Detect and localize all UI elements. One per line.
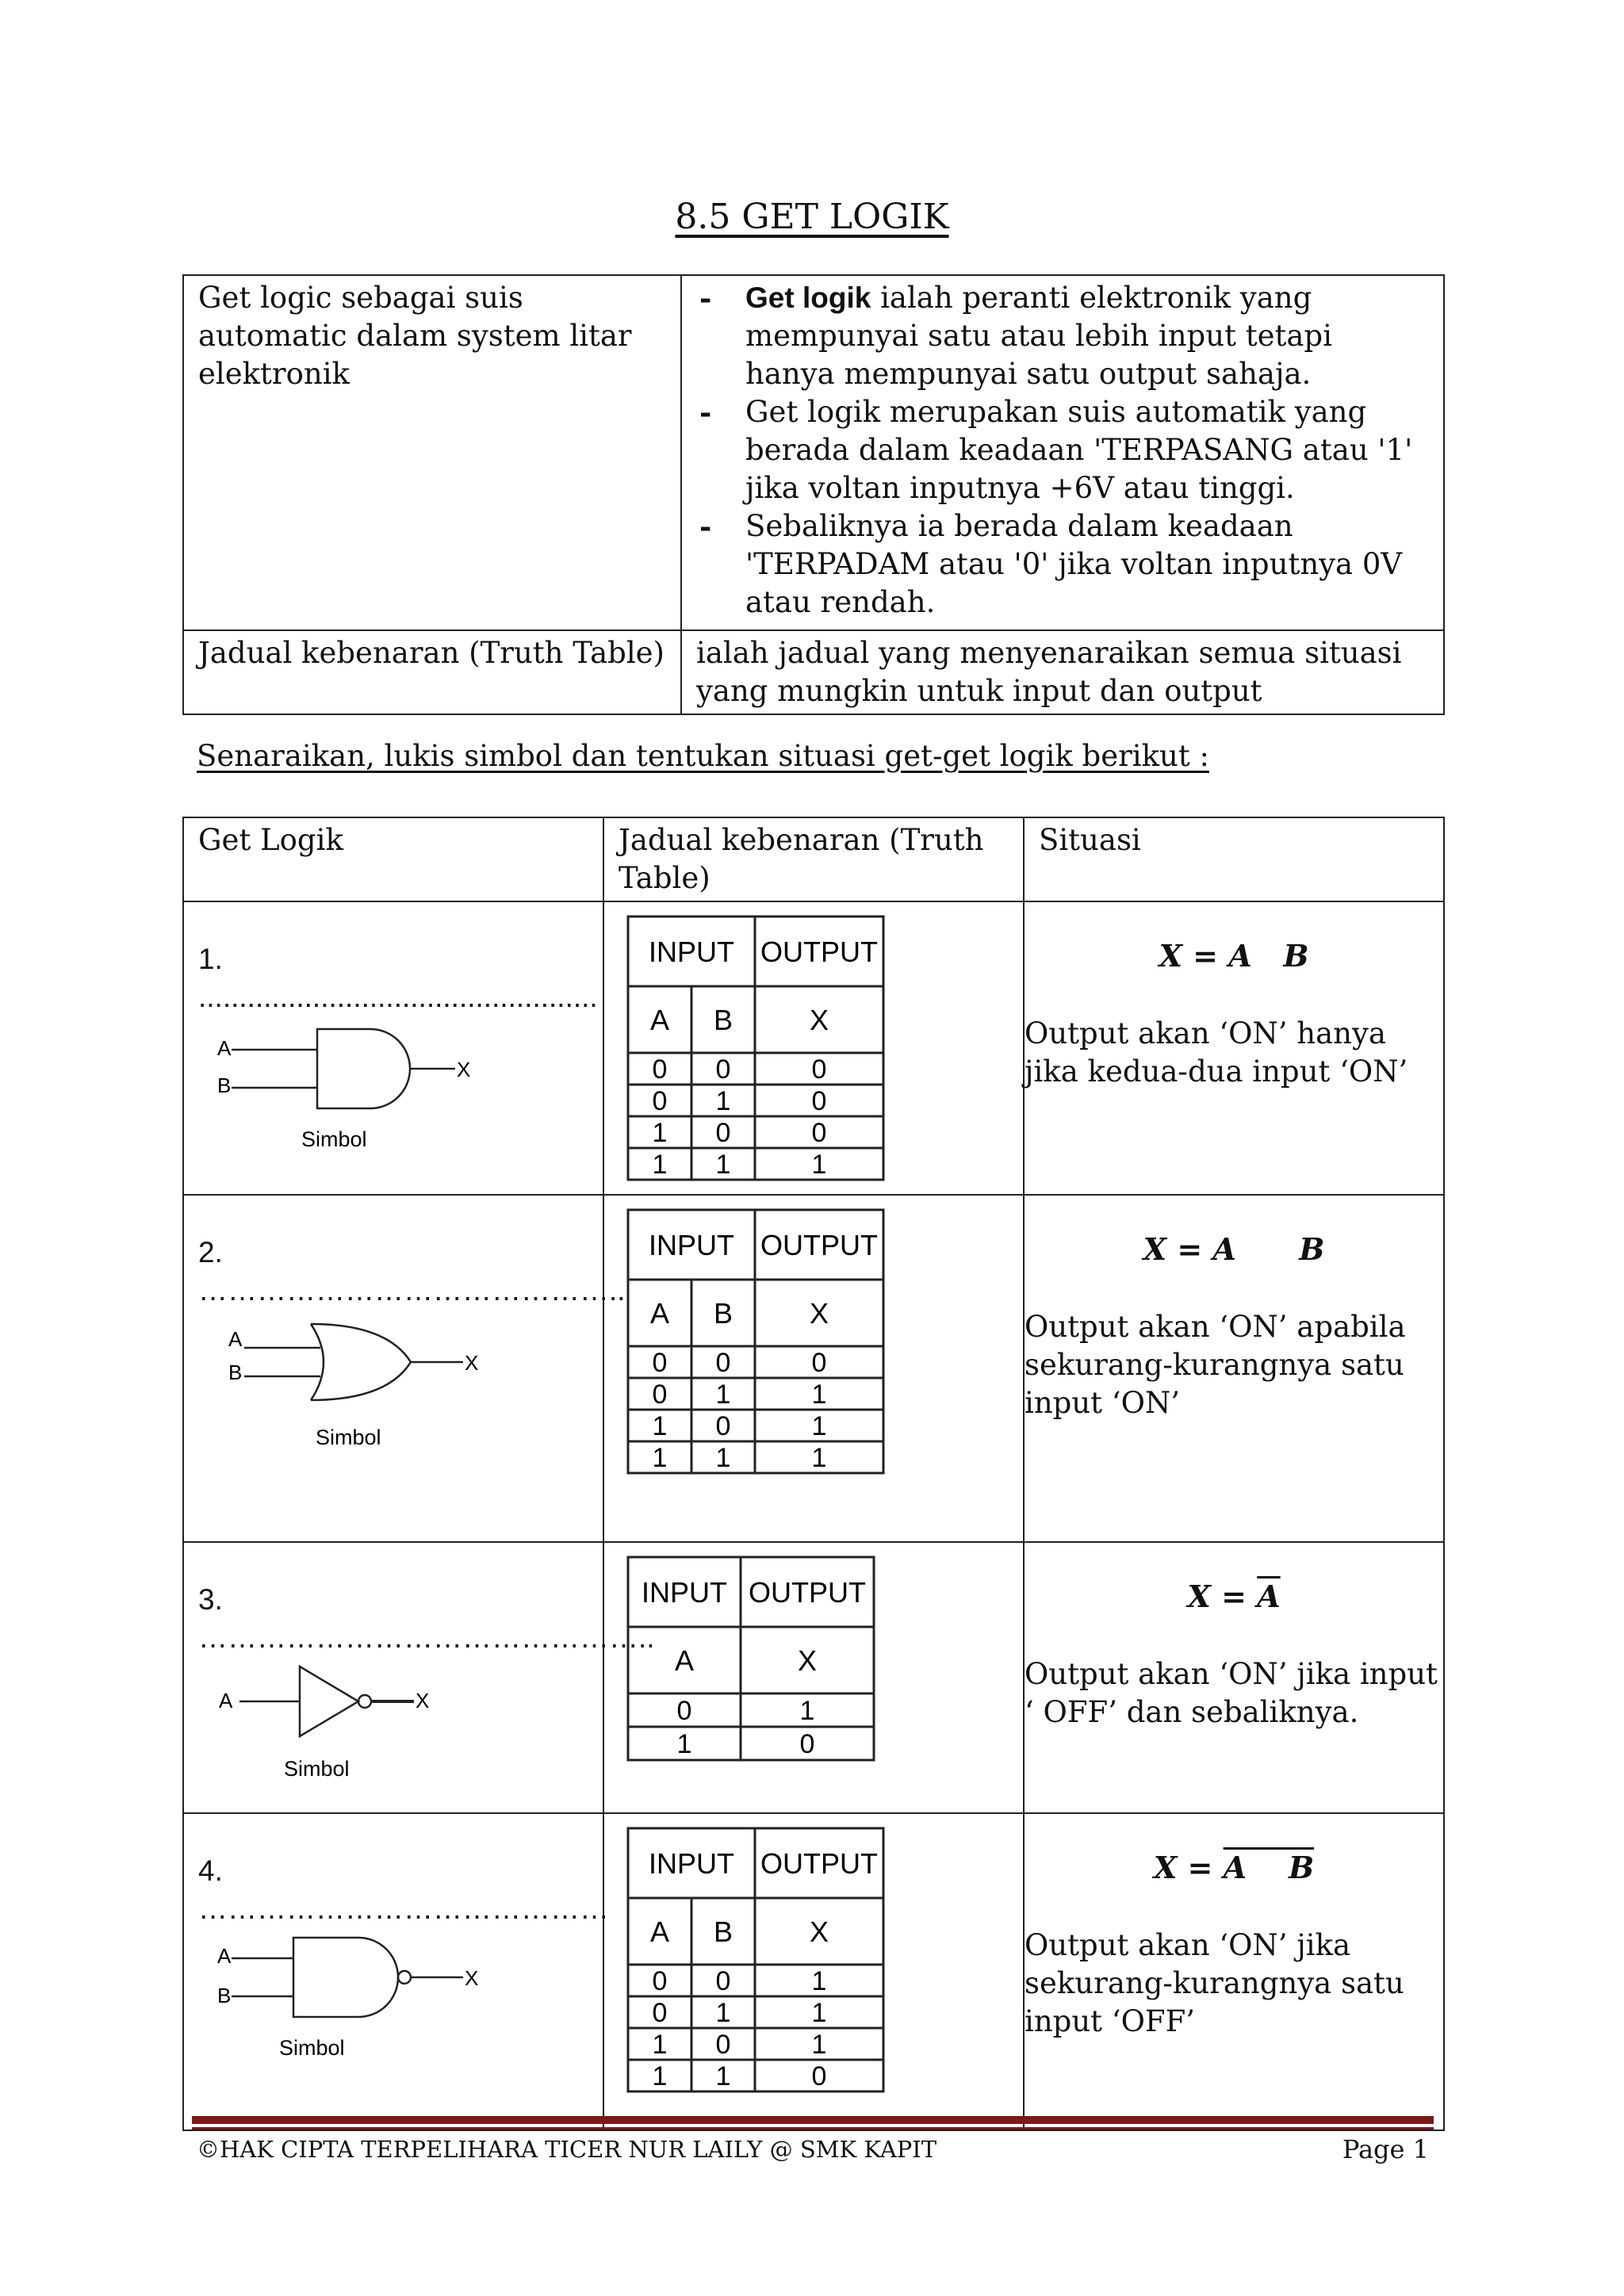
footer-page-number: Page 1 xyxy=(1342,2134,1429,2164)
output-x-label: X xyxy=(465,1351,479,1375)
truth-table-value: 0 xyxy=(652,1348,668,1378)
truth-table-value: 0 xyxy=(715,2030,731,2060)
truth-table-value: 0 xyxy=(799,1729,815,1759)
gate-row-and xyxy=(183,901,1444,1195)
header-input: INPUT xyxy=(649,1229,734,1261)
situation-text: Output akan ‘ON’ jika input ‘ OFF’ dan sebaliknya. xyxy=(1025,1657,1438,1729)
or-gate-shape xyxy=(311,1324,411,1400)
header-b: B xyxy=(713,1004,733,1036)
input-b-label: B xyxy=(217,1984,232,2007)
header-a: A xyxy=(649,1915,670,1948)
truth-table-value: 1 xyxy=(811,1150,827,1180)
truth-table-value: 1 xyxy=(811,1443,827,1473)
truth-table-value: 0 xyxy=(715,1054,731,1085)
truth-table-nand xyxy=(604,1814,1025,2120)
input-a-label: A xyxy=(228,1327,243,1351)
truth-table-value: 1 xyxy=(715,2061,731,2091)
truth-table-value: 0 xyxy=(652,1966,668,1996)
truth-table-value: 0 xyxy=(715,1411,731,1441)
header-input: INPUT xyxy=(649,936,734,968)
gate-cell xyxy=(183,1542,655,1813)
output-x-label: X xyxy=(416,1689,430,1712)
truth-table-value: 1 xyxy=(811,2030,827,2060)
truth-table-value: 1 xyxy=(652,1443,668,1473)
header-get-logik: Get Logik xyxy=(183,817,603,901)
header-output: OUTPUT xyxy=(760,1229,878,1261)
not-gate-symbol xyxy=(200,1660,517,1803)
definition-bullet-3: - Sebaliknya ia berada dalam keadaan 'TERPADAM atau '0' jika voltan inputnya 0V atau rendah. xyxy=(696,507,1429,622)
gate-row-or xyxy=(183,1195,1444,1542)
gate-row-nand xyxy=(183,1813,1444,2130)
output-x-label: X xyxy=(465,1966,479,1990)
definitions-table xyxy=(182,274,1445,715)
truth-table-value: 0 xyxy=(715,1966,731,1996)
truth-table-value: 0 xyxy=(811,1086,827,1116)
definition-bullet-2: - Get logik merupakan suis automatik yang berada dalam keadaan 'TERPASANG atau '1' jika voltan inputnya +6V atau tinggi. xyxy=(696,393,1429,507)
header-situasi: Situasi xyxy=(1024,817,1444,901)
truth-table-value: 1 xyxy=(715,1380,731,1410)
definition-get-logic xyxy=(681,275,1444,630)
header-output: OUTPUT xyxy=(760,1847,878,1880)
nand-gate-shape xyxy=(293,1938,398,2017)
boolean-expression: $X = \overline{A}$ xyxy=(1187,1578,1281,1614)
input-b-label: B xyxy=(228,1360,243,1384)
header-x: X xyxy=(797,1644,818,1677)
truth-table-value: 1 xyxy=(715,1998,731,2028)
truth-table-value: 1 xyxy=(811,1998,827,2028)
gate-cell xyxy=(183,901,603,1195)
truth-table-value: 0 xyxy=(715,1348,731,1378)
situation-cell xyxy=(1024,1813,1444,2130)
truth-table-value: 0 xyxy=(652,1086,668,1116)
truth-table-value: 1 xyxy=(652,1118,668,1148)
input-a-label: A xyxy=(217,1944,232,1968)
logic-gates-table xyxy=(182,817,1445,2131)
input-b-label: B xyxy=(217,1073,232,1097)
header-x: X xyxy=(809,1004,829,1036)
header-b: B xyxy=(713,1297,733,1330)
header-x: X xyxy=(809,1915,829,1948)
gate-label: 3. ……………………………………….. xyxy=(198,1583,655,1654)
boolean-expression: X = A B xyxy=(1159,938,1309,974)
header-x: X xyxy=(809,1297,829,1330)
situation-cell xyxy=(1024,1195,1444,1542)
truth-table-or xyxy=(604,1196,1025,1532)
situation-cell xyxy=(1024,1542,1444,1813)
or-gate-symbol xyxy=(200,1313,517,1456)
boolean-expression: X = A B xyxy=(1143,1231,1325,1267)
header-a: A xyxy=(674,1644,695,1677)
situation-cell xyxy=(1024,901,1444,1195)
gate-label: 4. …………………………………… xyxy=(198,1854,609,1925)
header-output: OUTPUT xyxy=(749,1576,866,1609)
definition-bullet-1: - Get logik ialah peranti elektronik yang mempunyai satu atau lebih input tetapi hanya mempunyai satu output sahaja. xyxy=(696,279,1429,393)
and-gate-shape xyxy=(317,1029,410,1108)
truth-table-cell xyxy=(603,1195,1024,1542)
simbol-label: Simbol xyxy=(284,1757,350,1781)
input-a-label: A xyxy=(217,1036,232,1060)
header-output: OUTPUT xyxy=(760,936,878,968)
instruction-text: Senaraikan, lukis simbol dan tentukan situasi get-get logik berikut : xyxy=(197,739,1209,773)
truth-table-value: 1 xyxy=(652,2061,668,2091)
truth-table-not xyxy=(604,1543,1025,1803)
simbol-label: Simbol xyxy=(301,1127,367,1151)
simbol-label: Simbol xyxy=(316,1425,381,1449)
gate-label: 2. …………………………………….. xyxy=(198,1236,626,1307)
truth-table-and xyxy=(604,902,1025,1184)
gate-cell xyxy=(183,1195,626,1542)
truth-table-cell xyxy=(603,1542,1024,1813)
truth-table-value: 1 xyxy=(715,1443,731,1473)
gate-label: 1. ................................................. xyxy=(198,943,598,1013)
and-gate-symbol xyxy=(200,1020,517,1162)
header-truth-table: Jadual kebenaran (Truth Table) xyxy=(603,817,1024,901)
situation-text: Output akan ‘ON’ hanya jika kedua-dua input ‘ON’ xyxy=(1025,1016,1408,1089)
truth-table-value: 0 xyxy=(652,1380,668,1410)
truth-table-value: 1 xyxy=(652,1150,668,1180)
not-gate-shape xyxy=(300,1667,358,1736)
header-input: INPUT xyxy=(642,1576,727,1609)
truth-table-cell xyxy=(603,901,1024,1195)
truth-table-value: 0 xyxy=(811,1118,827,1148)
gate-cell xyxy=(183,1813,609,2130)
boolean-expression: X = A B xyxy=(1153,1850,1315,1885)
truth-table-value: 1 xyxy=(811,1411,827,1441)
truth-table-value: 1 xyxy=(652,2030,668,2060)
truth-table-value: 0 xyxy=(715,1118,731,1148)
definition-truth-table: ialah jadual yang menyenaraikan semua situasi yang mungkin untuk input dan output xyxy=(681,630,1444,714)
situation-text: Output akan ‘ON’ jika sekurang-kurangnya satu input ‘OFF’ xyxy=(1025,1928,1404,2038)
output-x-label: X xyxy=(457,1058,471,1081)
truth-table-value: 1 xyxy=(799,1696,815,1726)
truth-table-value: 0 xyxy=(811,2061,827,2091)
page-title: 8.5 GET LOGIK xyxy=(675,197,949,237)
header-b: B xyxy=(713,1915,733,1948)
footer-rule xyxy=(192,2116,1434,2124)
definition-label-truth-table: Jadual kebenaran (Truth Table) xyxy=(183,630,681,714)
truth-table-value: 0 xyxy=(811,1348,827,1378)
footer-copyright: ©HAK CIPTA TERPELIHARA TICER NUR LAILY @ SMK KAPIT xyxy=(197,2136,937,2163)
truth-table-value: 1 xyxy=(676,1729,692,1759)
header-a: A xyxy=(649,1004,670,1036)
header-a: A xyxy=(649,1297,670,1330)
situation-text: Output akan ‘ON’ apabila sekurang-kurangnya satu input ‘ON’ xyxy=(1025,1310,1406,1420)
truth-table-value: 0 xyxy=(811,1054,827,1085)
truth-table-value: 0 xyxy=(652,1054,668,1085)
footer-rule-thin xyxy=(192,2127,1434,2130)
truth-table-value: 1 xyxy=(715,1086,731,1116)
simbol-label: Simbol xyxy=(279,2036,345,2060)
truth-table-value: 0 xyxy=(652,1998,668,2028)
truth-table-value: 1 xyxy=(811,1380,827,1410)
gate-row-not xyxy=(183,1542,1444,1813)
truth-table-value: 1 xyxy=(715,1150,731,1180)
definition-label-get-logic: Get logic sebagai suis automatic dalam system litar elektronik xyxy=(183,275,681,630)
header-input: INPUT xyxy=(649,1847,734,1880)
input-a-label: A xyxy=(219,1689,233,1712)
truth-table-cell xyxy=(603,1813,1024,2130)
truth-table-value: 1 xyxy=(811,1966,827,1996)
truth-table-value: 1 xyxy=(652,1411,668,1441)
nand-gate-symbol xyxy=(200,1931,517,2074)
truth-table-value: 0 xyxy=(676,1696,692,1726)
